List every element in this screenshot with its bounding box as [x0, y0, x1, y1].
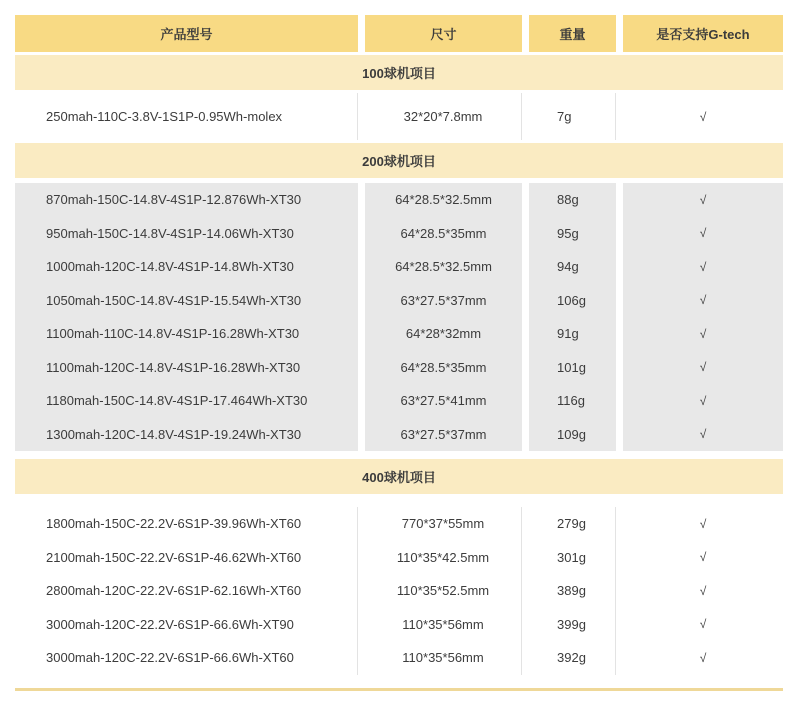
section-header-0: 100球机项目 [15, 55, 783, 90]
size-cell: 110*35*42.5mm [365, 541, 522, 575]
gtech-checkmark: √ [699, 516, 707, 531]
weight-cell: 392g [529, 641, 616, 675]
section-header-2: 400球机项目 [15, 459, 783, 494]
header-cell-2: 重量 [529, 15, 616, 52]
table-row [15, 641, 783, 675]
gtech-checkmark: √ [699, 650, 707, 665]
table-row [15, 317, 783, 351]
product-model-cell: 1100mah-110C-14.8V-4S1P-16.28Wh-XT30 [15, 317, 358, 351]
header-cell-3: 是否支持G-tech [623, 15, 783, 52]
weight-cell: 109g [529, 418, 616, 452]
weight-cell: 389g [529, 574, 616, 608]
product-model-cell: 250mah-110C-3.8V-1S1P-0.95Wh-molex [15, 93, 358, 140]
gtech-checkmark: √ [699, 583, 707, 598]
product-model-cell: 3000mah-120C-22.2V-6S1P-66.6Wh-XT90 [15, 608, 358, 642]
section-body-1 [15, 183, 783, 451]
weight-cell: 301g [529, 541, 616, 575]
table-row [15, 418, 783, 452]
size-cell: 32*20*7.8mm [365, 93, 522, 140]
gtech-checkmark: √ [699, 109, 707, 124]
gtech-checkmark: √ [623, 284, 783, 318]
size-cell: 110*35*56mm [365, 641, 522, 675]
table-row [15, 574, 783, 608]
size-cell: 110*35*52.5mm [365, 574, 522, 608]
weight-cell: 101g [529, 351, 616, 385]
gtech-checkmark: √ [623, 183, 783, 217]
gtech-checkmark: √ [623, 317, 783, 351]
table-row [15, 183, 783, 217]
section-header-1: 200球机项目 [15, 143, 783, 178]
weight-cell: 94g [529, 250, 616, 284]
product-model-cell: 1000mah-120C-14.8V-4S1P-14.8Wh-XT30 [15, 250, 358, 284]
gtech-checkmark: √ [623, 384, 783, 418]
gtech-checkmark: √ [623, 351, 783, 385]
gtech-checkmark: √ [623, 418, 783, 452]
product-model-cell: 1050mah-150C-14.8V-4S1P-15.54Wh-XT30 [15, 284, 358, 318]
product-model-cell: 1800mah-150C-22.2V-6S1P-39.96Wh-XT60 [15, 507, 358, 541]
weight-cell: 279g [529, 507, 616, 541]
table-row [15, 507, 783, 541]
weight-cell: 88g [529, 183, 616, 217]
table-row [15, 384, 783, 418]
table-header-row [15, 15, 783, 52]
size-cell: 63*27.5*37mm [365, 418, 522, 452]
weight-cell: 116g [529, 384, 616, 418]
header-cell-0: 产品型号 [15, 15, 358, 52]
table-row [15, 351, 783, 385]
table-row [15, 93, 783, 140]
product-model-cell: 1300mah-120C-14.8V-4S1P-19.24Wh-XT30 [15, 418, 358, 452]
table-row [15, 217, 783, 251]
size-cell: 64*28*32mm [365, 317, 522, 351]
gtech-checkmark: √ [699, 617, 707, 632]
size-cell: 63*27.5*37mm [365, 284, 522, 318]
size-cell: 110*35*56mm [365, 608, 522, 642]
weight-cell: 7g [529, 93, 616, 140]
product-model-cell: 2100mah-150C-22.2V-6S1P-46.62Wh-XT60 [15, 541, 358, 575]
product-model-cell: 1100mah-120C-14.8V-4S1P-16.28Wh-XT30 [15, 351, 358, 385]
table-row [15, 608, 783, 642]
product-model-cell: 950mah-150C-14.8V-4S1P-14.06Wh-XT30 [15, 217, 358, 251]
gtech-checkmark: √ [623, 250, 783, 284]
product-model-cell: 2800mah-120C-22.2V-6S1P-62.16Wh-XT60 [15, 574, 358, 608]
size-cell: 64*28.5*32.5mm [365, 183, 522, 217]
weight-cell: 95g [529, 217, 616, 251]
product-model-cell: 870mah-150C-14.8V-4S1P-12.876Wh-XT30 [15, 183, 358, 217]
size-cell: 64*28.5*35mm [365, 217, 522, 251]
table-bottom-divider [15, 688, 783, 691]
size-cell: 64*28.5*35mm [365, 351, 522, 385]
table-sections [15, 55, 783, 685]
table-row [15, 541, 783, 575]
weight-cell: 399g [529, 608, 616, 642]
battery-spec-table [15, 15, 783, 691]
size-cell: 64*28.5*32.5mm [365, 250, 522, 284]
header-cell-1: 尺寸 [365, 15, 522, 52]
size-cell: 63*27.5*41mm [365, 384, 522, 418]
product-model-cell: 1180mah-150C-14.8V-4S1P-17.464Wh-XT30 [15, 384, 358, 418]
gtech-checkmark: √ [699, 550, 707, 565]
size-cell: 770*37*55mm [365, 507, 522, 541]
weight-cell: 106g [529, 284, 616, 318]
table-row [15, 250, 783, 284]
table-row [15, 284, 783, 318]
gtech-checkmark: √ [623, 217, 783, 251]
section-body-0 [15, 93, 783, 140]
section-body-2 [15, 499, 783, 685]
product-model-cell: 3000mah-120C-22.2V-6S1P-66.6Wh-XT60 [15, 641, 358, 675]
weight-cell: 91g [529, 317, 616, 351]
